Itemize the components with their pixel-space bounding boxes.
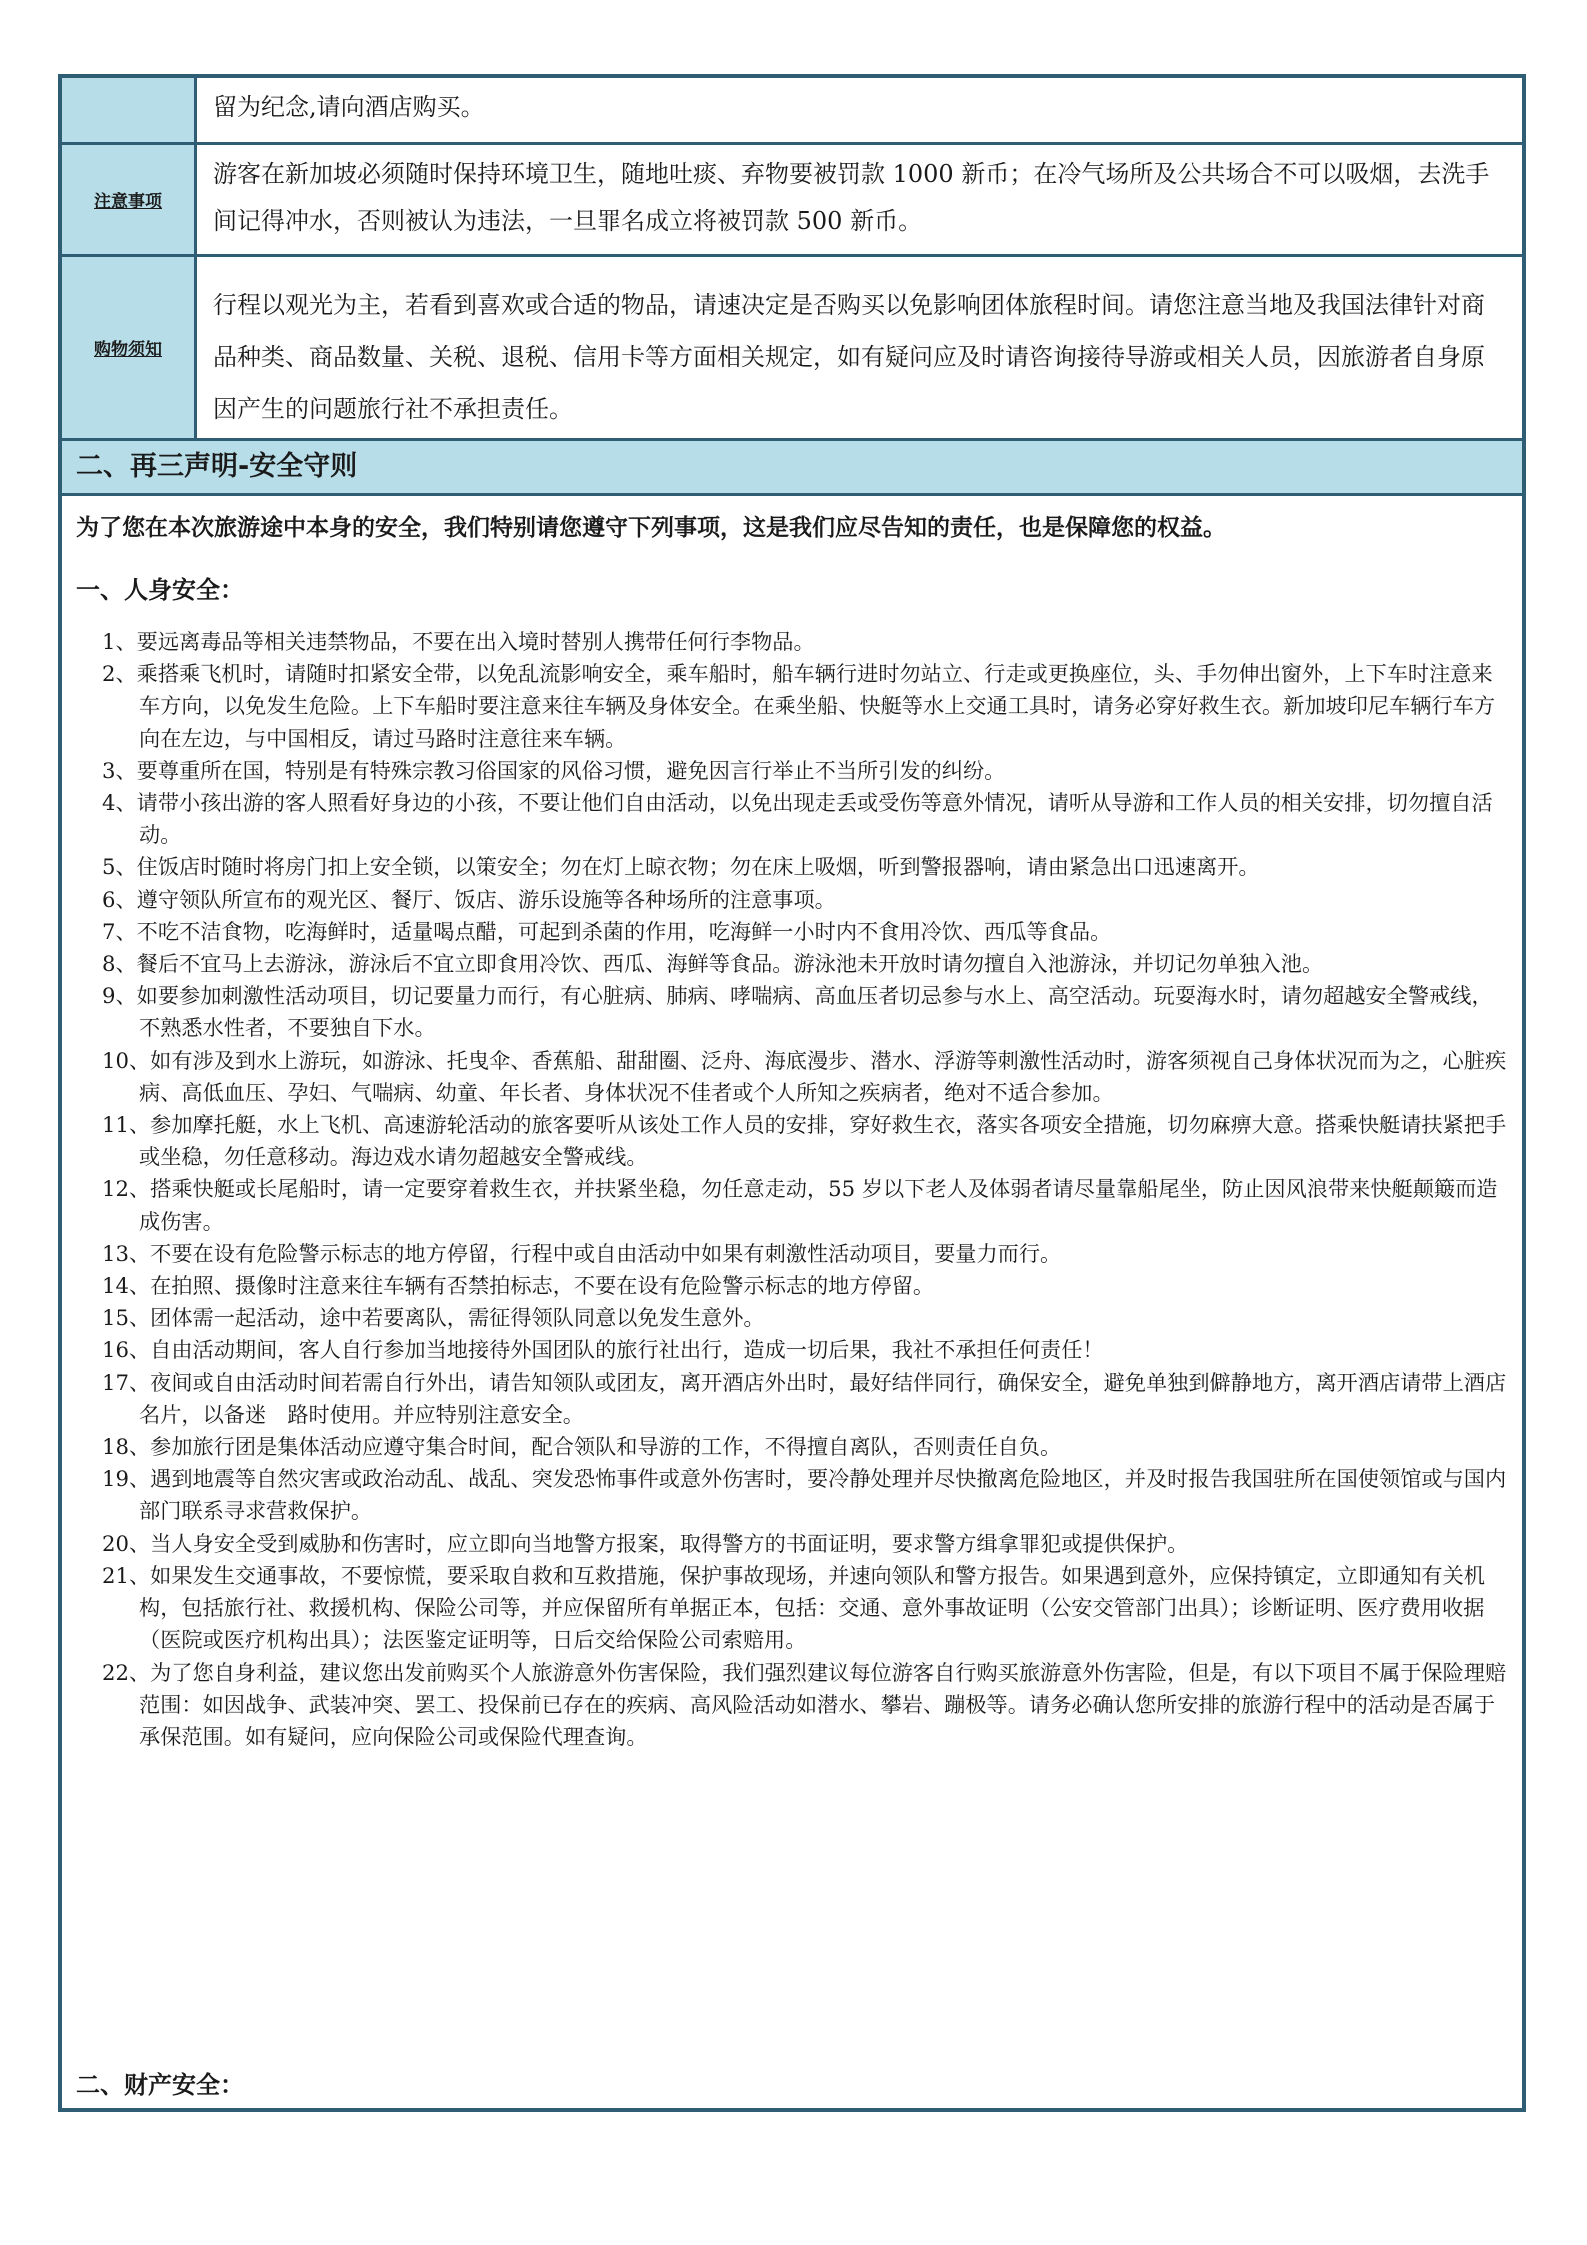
list-item: 1、要远离毒品等相关违禁物品，不要在出入境时替别人携带任何行李物品。 xyxy=(102,629,815,654)
list-item: 18、参加旅行团是集体活动应遵守集合时间，配合领队和导游的工作，不得擅自离队，否则责任自负。 xyxy=(102,1434,1062,1460)
row-text: 留为纪念,请向酒店购买。 xyxy=(213,93,485,121)
row-label-notes: 注意事项 xyxy=(62,145,197,254)
list-item: 4、请带小孩出游的客人照看好身边的小孩，不要让他们自由活动，以免出现走丢或受伤等意外情况，请听从导游和工作人员的相关安排，切勿擅自活动。 xyxy=(102,790,1493,848)
table-row-notes xyxy=(62,145,1522,257)
personal-safety-title: 一、人身安全： xyxy=(76,576,244,604)
row-label xyxy=(62,78,197,142)
list-item: 17、夜间或自由活动时间若需自行外出，请告知领队或团友，离开酒店外出时，最好结伴同行，确保安全，避免单独到僻静地方，离开酒店请带上酒店名片，以备迷 路时使用。并应特别注意安全。 xyxy=(102,1369,1507,1427)
property-safety-title: 二、财产安全： xyxy=(76,2071,244,2099)
row-text-shopping: 行程以观光为主，若看到喜欢或合适的物品，请速决定是否购买以免影响团体旅程时间。请您注意当地及我国法律针对商品种类、商品数量、关税、退税、信用卡等方面相关规定，如有疑问应及时请咨询接待导游或相关人员，因旅游者自身原因产生的问题旅行社不承担责任。 xyxy=(213,291,1485,423)
list-item: 6、遵守领队所宣布的观光区、餐厅、饭店、游乐设施等各种场所的注意事项。 xyxy=(102,886,836,912)
list-item: 12、搭乘快艇或长尾船时，请一定要穿着救生衣，并扶紧坐稳，勿任意走动，55 岁以下老人及体弱者请尽量靠船尾坐，防止因风浪带来快艇颠簸而造成伤害。 xyxy=(102,1176,1498,1234)
table-row-shopping xyxy=(62,257,1522,438)
list-item: 9、如要参加刺激性活动项目，切记要量力而行，有心脏病、肺病、哮喘病、高血压者切忌参与水上、高空活动。玩耍海水时，请勿超越安全警戒线，不熟悉水性者，不要独自下水。 xyxy=(102,983,1493,1041)
list-item: 11、参加摩托艇，水上飞机、高速游轮活动的旅客要听从该处工作人员的安排，穿好救生衣，落实各项安全措施，切勿麻痹大意。搭乘快艇请扶紧把手或坐稳，勿任意移动。海边戏水请勿超越安全警戒线。 xyxy=(102,1112,1507,1170)
list-item: 19、遇到地震等自然灾害或政治动乱、战乱、突发恐怖事件或意外伤害时，要冷静处理并尽快撤离危险地区，并及时报告我国驻所在国使领馆或与国内部门联系寻求营救保护。 xyxy=(102,1466,1507,1524)
list-item: 7、不吃不洁食物，吃海鲜时，适量喝点醋，可起到杀菌的作用，吃海鲜一小时内不食用冷饮、西瓜等食品。 xyxy=(102,918,1112,944)
list-item: 16、自由活动期间，客人自行参加当地接待外国团队的旅行社出行，造成一切后果，我社不承担任何责任！ xyxy=(102,1337,1104,1363)
list-item: 22、为了您自身利益，建议您出发前购买个人旅游意外伤害保险，我们强烈建议每位游客自行购买旅游意外伤害险，但是，有以下项目不属于保险理赔范围：如因战争、武装冲突、罢工、投保前已存在的疾病、高风险活动如潜水、攀岩、蹦极等。请务必确认您所安排的旅游行程中的活动是否属于承保范围。如有疑问，应向保险公司或保险代理查询。 xyxy=(102,1659,1507,1749)
table-row-souvenir xyxy=(62,78,1522,145)
section-title: 二、再三声明-安全守则 xyxy=(62,438,1522,496)
list-item: 20、当人身安全受到威胁和伤害时，应立即向当地警方报案，取得警方的书面证明，要求警方缉拿罪犯或提供保护。 xyxy=(102,1530,1189,1556)
notice-table xyxy=(58,74,1526,2112)
list-item: 14、在拍照、摄像时注意来往车辆有否禁拍标志，不要在设有危险警示标志的地方停留。 xyxy=(102,1273,935,1299)
list-item: 21、如果发生交通事故，不要惊慌，要采取自救和互救措施，保护事故现场，并速向领队和警方报告。如果遇到意外，应保持镇定，立即通知有关机构，包括旅行社、救援机构、保险公司等，并应保留所有单据正本，包括：交通、意外事故证明（公安交管部门出具）；诊断证明、医疗费用收据（医院或医疗机构出具）；法医鉴定证明等，日后交给保险公司索赔用。 xyxy=(102,1562,1485,1653)
intro-text: 为了您在本次旅游途中本身的安全，我们特别请您遵守下列事项，这是我们应尽告知的责任，也是保障您的权益。 xyxy=(76,515,1226,541)
list-item: 13、不要在设有危险警示标志的地方停留，行程中或自由活动中如果有刺激性活动项目，要量力而行。 xyxy=(102,1240,1062,1266)
list-item: 5、住饭店时随时将房门扣上安全锁，以策安全；勿在灯上晾衣物；勿在床上吸烟，听到警报器响，请由紧急出口迅速离开。 xyxy=(102,854,1260,880)
list-item: 15、团体需一起活动，途中若要离队，需征得领队同意以免发生意外。 xyxy=(102,1305,765,1331)
list-item: 2、乘搭乘飞机时，请随时扣紧安全带，以免乱流影响安全，乘车船时，船车辆行进时勿站立、行走或更换座位，头、手勿伸出窗外，上下车时注意来车方向，以免发生危险。上下车船时要注意来往车辆及身体安全。在乘坐船、快艇等水上交通工具时，请务必穿好救生衣。新加坡印尼车辆行车方向在左边，与中国相反，请过马路时注意往来车辆。 xyxy=(102,661,1496,751)
list-item: 8、餐后不宜马上去游泳，游泳后不宜立即食用冷饮、西瓜、海鲜等食品。游泳池未开放时请勿擅自入池游泳，并切记勿单独入池。 xyxy=(102,951,1324,977)
row-text-notes: 游客在新加坡必须随时保持环境卫生，随地吐痰、弃物要被罚款 1000 新币；在冷气场所及公共场合不可以吸烟，去洗手间记得冲水，否则被认为违法，一旦罪名成立将被罚款 500 新币。 xyxy=(213,160,1490,235)
personal-safety-list xyxy=(102,626,1508,1753)
list-item: 10、如有涉及到水上游玩，如游泳、托曳伞、香蕉船、甜甜圈、泛舟、海底漫步、潜水、浮游等刺激性活动时，游客须视自己身体状况而为之，心脏疾病、高低血压、孕妇、气喘病、幼童、年长者、身体状况不佳者或个人所知之疾病者，绝对不适合参加。 xyxy=(102,1047,1507,1105)
row-label-shopping: 购物须知 xyxy=(62,257,197,438)
list-item: 3、要尊重所在国，特别是有特殊宗教习俗国家的风俗习惯，避免因言行举止不当所引发的纠纷。 xyxy=(102,757,1006,783)
